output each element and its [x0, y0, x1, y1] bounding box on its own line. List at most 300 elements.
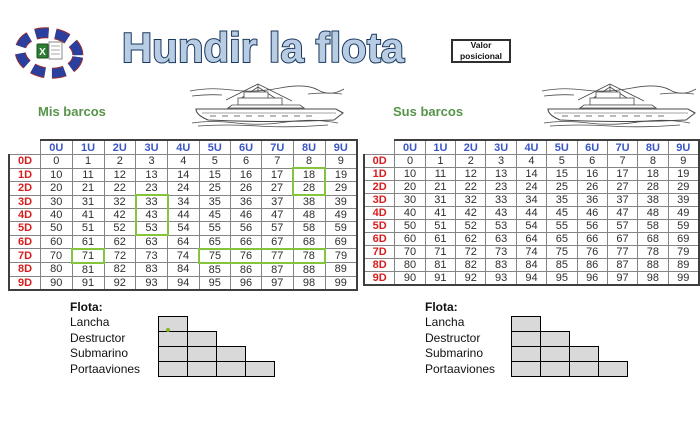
row-header-1D: 1D	[9, 168, 41, 182]
grid-cell-sus-28[interactable]: 28	[638, 181, 668, 194]
grid-cell-sus-67[interactable]: 67	[607, 233, 637, 246]
fleet-size-cell	[245, 361, 275, 377]
grid-cell-sus-19[interactable]: 19	[668, 168, 699, 181]
grid-cell-sus-39[interactable]: 39	[668, 194, 699, 207]
grid-cell-sus-70[interactable]: 70	[395, 246, 425, 259]
fleet-size-cell	[216, 346, 246, 362]
grid-cell-mis-96[interactable]: 96	[231, 276, 262, 290]
row-header-0D: 0D	[9, 155, 41, 169]
grid-cell-mis-21[interactable]: 21	[72, 182, 104, 196]
fleet-ship-name-destructor: Destructor	[425, 330, 481, 345]
grid-cell-mis-12[interactable]: 12	[104, 168, 136, 182]
grid-cell-sus-72[interactable]: 72	[456, 246, 486, 259]
fleet-size-cell	[158, 331, 188, 347]
grid-cell-sus-26[interactable]: 26	[577, 181, 607, 194]
col-header-4U: 4U	[516, 140, 546, 155]
grid-cell-sus-62[interactable]: 62	[456, 233, 486, 246]
grid-cell-sus-47[interactable]: 47	[607, 207, 637, 220]
grid-cell-mis-18[interactable]: 18	[293, 168, 325, 182]
row-header-6D: 6D	[364, 233, 395, 246]
grid-cell-mis-52[interactable]: 52	[104, 222, 136, 236]
grid-cell-mis-47[interactable]: 47	[262, 209, 294, 222]
sus-board-table	[363, 139, 700, 286]
grid-cell-sus-98[interactable]: 98	[638, 272, 668, 286]
grid-cell-mis-72[interactable]: 72	[104, 249, 136, 263]
grid-cell-sus-12[interactable]: 12	[456, 168, 486, 181]
warship-sketch-right	[540, 82, 698, 128]
fleet-size-cell	[540, 346, 570, 362]
grid-cell-mis-84[interactable]: 84	[168, 263, 200, 277]
fleet-legend-labels-left	[70, 300, 140, 377]
grid-cell-sus-77[interactable]: 77	[607, 246, 637, 259]
grid-cell-mis-85[interactable]: 85	[199, 263, 231, 277]
fleet-size-cell	[511, 361, 541, 377]
grid-cell-sus-55[interactable]: 55	[547, 220, 577, 233]
grid-cell-mis-67[interactable]: 67	[262, 235, 294, 249]
sus-barcos-board	[363, 139, 700, 286]
grid-cell-sus-5[interactable]: 5	[547, 155, 577, 168]
grid-cell-mis-61[interactable]: 61	[72, 235, 104, 249]
fleet-legend-cells-left	[158, 317, 274, 377]
grid-cell-sus-53[interactable]: 53	[486, 220, 516, 233]
fleet-size-row-portaaviones	[511, 361, 627, 377]
fleet-size-cell	[187, 346, 217, 362]
grid-cell-mis-64[interactable]: 64	[168, 235, 200, 249]
row-header-4D: 4D	[9, 209, 41, 222]
grid-cell-mis-83[interactable]: 83	[136, 263, 168, 277]
col-header-0U: 0U	[395, 140, 425, 155]
grid-cell-mis-40[interactable]: 40	[41, 209, 73, 222]
grid-cell-sus-46[interactable]: 46	[577, 207, 607, 220]
grid-cell-sus-17[interactable]: 17	[607, 168, 637, 181]
grid-cell-mis-89[interactable]: 89	[325, 263, 357, 277]
grid-cell-sus-79[interactable]: 79	[668, 246, 699, 259]
grid-cell-mis-2[interactable]: 2	[104, 155, 136, 169]
fleet-size-cell	[511, 316, 541, 332]
grid-cell-mis-63[interactable]: 63	[136, 235, 168, 249]
corner-cell	[364, 140, 395, 155]
fleet-legend-cells-right	[511, 317, 627, 377]
grid-cell-mis-78[interactable]: 78	[293, 249, 325, 263]
grid-cell-mis-17[interactable]: 17	[262, 168, 294, 182]
grid-cell-sus-71[interactable]: 71	[425, 246, 455, 259]
grid-cell-sus-24[interactable]: 24	[516, 181, 546, 194]
grid-cell-mis-93[interactable]: 93	[136, 276, 168, 290]
grid-cell-mis-4[interactable]: 4	[168, 155, 200, 169]
grid-cell-mis-87[interactable]: 87	[262, 263, 294, 277]
grid-cell-mis-14[interactable]: 14	[168, 168, 200, 182]
grid-cell-sus-97[interactable]: 97	[607, 272, 637, 286]
col-header-5U: 5U	[547, 140, 577, 155]
grid-cell-mis-99[interactable]: 99	[325, 276, 357, 290]
grid-cell-mis-59[interactable]: 59	[325, 222, 357, 236]
grid-cell-mis-5[interactable]: 5	[199, 155, 231, 169]
grid-cell-sus-66[interactable]: 66	[577, 233, 607, 246]
grid-cell-sus-42[interactable]: 42	[456, 207, 486, 220]
grid-cell-mis-42[interactable]: 42	[104, 209, 136, 222]
grid-cell-mis-68[interactable]: 68	[293, 235, 325, 249]
col-header-0U: 0U	[41, 140, 73, 155]
grid-cell-mis-38[interactable]: 38	[293, 195, 325, 209]
grid-cell-sus-93[interactable]: 93	[486, 272, 516, 286]
grid-cell-sus-65[interactable]: 65	[547, 233, 577, 246]
grid-cell-sus-69[interactable]: 69	[668, 233, 699, 246]
grid-cell-sus-54[interactable]: 54	[516, 220, 546, 233]
grid-cell-sus-9[interactable]: 9	[668, 155, 699, 168]
grid-cell-sus-49[interactable]: 49	[668, 207, 699, 220]
grid-cell-sus-85[interactable]: 85	[547, 259, 577, 272]
fleet-size-row-submarino	[511, 346, 627, 362]
grid-cell-sus-43[interactable]: 43	[486, 207, 516, 220]
grid-cell-mis-53[interactable]: 53	[136, 222, 168, 236]
grid-cell-sus-27[interactable]: 27	[607, 181, 637, 194]
page-title	[108, 18, 418, 76]
mis-barcos-board	[8, 139, 358, 291]
corner-cell	[9, 140, 41, 155]
grid-cell-mis-43[interactable]: 43	[136, 209, 168, 222]
title-text: Hundir la flota	[121, 24, 405, 71]
grid-cell-sus-30[interactable]: 30	[395, 194, 425, 207]
fleet-size-row-lancha	[511, 316, 627, 332]
fleet-size-cell	[158, 361, 188, 377]
grid-cell-mis-15[interactable]: 15	[199, 168, 231, 182]
warship-sketch-left	[188, 82, 346, 128]
grid-cell-mis-34[interactable]: 34	[168, 195, 200, 209]
col-header-6U: 6U	[231, 140, 262, 155]
grid-cell-mis-56[interactable]: 56	[231, 222, 262, 236]
grid-cell-mis-94[interactable]: 94	[168, 276, 200, 290]
grid-cell-sus-14[interactable]: 14	[516, 168, 546, 181]
fleet-size-cell	[511, 331, 541, 347]
grid-cell-mis-65[interactable]: 65	[199, 235, 231, 249]
col-header-9U: 9U	[668, 140, 699, 155]
grid-cell-sus-3[interactable]: 3	[486, 155, 516, 168]
grid-cell-mis-49[interactable]: 49	[325, 209, 357, 222]
fleet-ship-name-submarino: Submarino	[425, 346, 484, 361]
fleet-ship-name-portaaviones: Portaaviones	[70, 361, 141, 376]
grid-cell-sus-15[interactable]: 15	[547, 168, 577, 181]
grid-cell-sus-63[interactable]: 63	[486, 233, 516, 246]
grid-cell-mis-82[interactable]: 82	[104, 263, 136, 277]
grid-cell-sus-84[interactable]: 84	[516, 259, 546, 272]
grid-cell-sus-95[interactable]: 95	[547, 272, 577, 286]
fleet-size-row-destructor	[158, 331, 274, 347]
grid-cell-mis-60[interactable]: 60	[41, 235, 73, 249]
valor-posicional-label: Valor posicional	[459, 40, 503, 61]
fleet-size-cell	[158, 346, 188, 362]
col-header-3U: 3U	[486, 140, 516, 155]
grid-cell-sus-44[interactable]: 44	[516, 207, 546, 220]
grid-cell-mis-62[interactable]: 62	[104, 235, 136, 249]
grid-cell-sus-75[interactable]: 75	[547, 246, 577, 259]
lancha-marker-dot	[166, 328, 170, 332]
grid-cell-sus-51[interactable]: 51	[425, 220, 455, 233]
grid-cell-sus-68[interactable]: 68	[638, 233, 668, 246]
grid-cell-sus-31[interactable]: 31	[425, 194, 455, 207]
row-header-0D: 0D	[364, 155, 395, 168]
row-header-4D: 4D	[364, 207, 395, 220]
row-header-8D: 8D	[364, 259, 395, 272]
fleet-size-cell	[598, 361, 628, 377]
grid-cell-mis-27[interactable]: 27	[262, 182, 294, 196]
grid-cell-mis-74[interactable]: 74	[168, 249, 200, 263]
grid-cell-sus-16[interactable]: 16	[577, 168, 607, 181]
grid-cell-sus-83[interactable]: 83	[486, 259, 516, 272]
grid-cell-sus-90[interactable]: 90	[395, 272, 425, 286]
fleet-ship-name-lancha: Lancha	[425, 315, 465, 330]
grid-cell-sus-7[interactable]: 7	[607, 155, 637, 168]
grid-cell-sus-37[interactable]: 37	[607, 194, 637, 207]
grid-cell-mis-10[interactable]: 10	[41, 168, 73, 182]
grid-cell-mis-92[interactable]: 92	[104, 276, 136, 290]
grid-cell-mis-69[interactable]: 69	[325, 235, 357, 249]
grid-cell-mis-13[interactable]: 13	[136, 168, 168, 182]
grid-cell-mis-97[interactable]: 97	[262, 276, 294, 290]
grid-cell-sus-4[interactable]: 4	[516, 155, 546, 168]
fleet-size-cell	[540, 331, 570, 347]
fleet-ship-name-destructor: Destructor	[70, 330, 126, 345]
grid-cell-mis-33[interactable]: 33	[136, 195, 168, 209]
grid-cell-sus-6[interactable]: 6	[577, 155, 607, 168]
grid-cell-mis-20[interactable]: 20	[41, 182, 73, 196]
col-header-1U: 1U	[425, 140, 455, 155]
grid-cell-sus-34[interactable]: 34	[516, 194, 546, 207]
grid-cell-mis-70[interactable]: 70	[41, 249, 73, 263]
grid-cell-mis-79[interactable]: 79	[325, 249, 357, 263]
grid-cell-mis-41[interactable]: 41	[72, 209, 104, 222]
grid-cell-sus-74[interactable]: 74	[516, 246, 546, 259]
grid-cell-sus-64[interactable]: 64	[516, 233, 546, 246]
grid-cell-sus-13[interactable]: 13	[486, 168, 516, 181]
fleet-ship-name-portaaviones: Portaaviones	[425, 361, 496, 376]
grid-cell-sus-48[interactable]: 48	[638, 207, 668, 220]
grid-cell-mis-30[interactable]: 30	[41, 195, 73, 209]
grid-cell-mis-73[interactable]: 73	[136, 249, 168, 263]
grid-cell-sus-10[interactable]: 10	[395, 168, 425, 181]
grid-cell-sus-73[interactable]: 73	[486, 246, 516, 259]
row-header-3D: 3D	[364, 194, 395, 207]
grid-cell-mis-71[interactable]: 71	[72, 249, 104, 263]
col-header-2U: 2U	[104, 140, 136, 155]
grid-cell-mis-98[interactable]: 98	[293, 276, 325, 290]
grid-cell-mis-6[interactable]: 6	[231, 155, 262, 169]
grid-cell-mis-90[interactable]: 90	[41, 276, 73, 290]
grid-cell-mis-26[interactable]: 26	[231, 182, 262, 196]
row-header-1D: 1D	[364, 168, 395, 181]
row-header-6D: 6D	[9, 235, 41, 249]
fleet-size-row-destructor	[511, 331, 627, 347]
grid-cell-sus-20[interactable]: 20	[395, 181, 425, 194]
grid-cell-sus-33[interactable]: 33	[486, 194, 516, 207]
fleet-size-cell	[569, 346, 599, 362]
grid-cell-sus-81[interactable]: 81	[425, 259, 455, 272]
row-header-8D: 8D	[9, 263, 41, 277]
grid-cell-mis-37[interactable]: 37	[262, 195, 294, 209]
grid-cell-mis-3[interactable]: 3	[136, 155, 168, 169]
fleet-size-cell	[158, 316, 188, 332]
grid-cell-mis-51[interactable]: 51	[72, 222, 104, 236]
grid-cell-sus-99[interactable]: 99	[668, 272, 699, 286]
col-header-4U: 4U	[168, 140, 200, 155]
grid-cell-mis-23[interactable]: 23	[136, 182, 168, 196]
grid-cell-sus-8[interactable]: 8	[638, 155, 668, 168]
grid-cell-mis-7[interactable]: 7	[262, 155, 294, 169]
col-header-9U: 9U	[325, 140, 357, 155]
grid-cell-mis-29[interactable]: 29	[325, 182, 357, 196]
col-header-8U: 8U	[638, 140, 668, 155]
col-header-3U: 3U	[136, 140, 168, 155]
grid-cell-sus-88[interactable]: 88	[638, 259, 668, 272]
grid-cell-mis-54[interactable]: 54	[168, 222, 200, 236]
grid-cell-mis-95[interactable]: 95	[199, 276, 231, 290]
grid-cell-mis-25[interactable]: 25	[199, 182, 231, 196]
fleet-size-cell	[187, 361, 217, 377]
grid-cell-mis-75[interactable]: 75	[199, 249, 231, 263]
grid-cell-mis-24[interactable]: 24	[168, 182, 200, 196]
grid-cell-mis-50[interactable]: 50	[41, 222, 73, 236]
sus-barcos-label: Sus barcos	[393, 104, 464, 119]
grid-cell-sus-82[interactable]: 82	[456, 259, 486, 272]
fleet-size-row-lancha	[158, 316, 274, 332]
grid-cell-mis-0[interactable]: 0	[41, 155, 73, 169]
fleet-title: Flota:	[70, 300, 103, 314]
excel-circle-logo	[13, 27, 85, 79]
row-header-7D: 7D	[364, 246, 395, 259]
grid-cell-mis-22[interactable]: 22	[104, 182, 136, 196]
fleet-size-cell	[569, 361, 599, 377]
grid-cell-sus-94[interactable]: 94	[516, 272, 546, 286]
row-header-9D: 9D	[9, 276, 41, 290]
grid-cell-mis-86[interactable]: 86	[231, 263, 262, 277]
row-header-5D: 5D	[9, 222, 41, 236]
grid-cell-mis-57[interactable]: 57	[262, 222, 294, 236]
fleet-title: Flota:	[425, 300, 458, 314]
grid-cell-mis-91[interactable]: 91	[72, 276, 104, 290]
grid-cell-mis-77[interactable]: 77	[262, 249, 294, 263]
fleet-ship-name-submarino: Submarino	[70, 346, 129, 361]
grid-cell-sus-32[interactable]: 32	[456, 194, 486, 207]
grid-cell-mis-80[interactable]: 80	[41, 263, 73, 277]
grid-cell-sus-23[interactable]: 23	[486, 181, 516, 194]
grid-cell-mis-76[interactable]: 76	[231, 249, 262, 263]
grid-cell-mis-31[interactable]: 31	[72, 195, 104, 209]
grid-cell-sus-76[interactable]: 76	[577, 246, 607, 259]
row-header-3D: 3D	[9, 195, 41, 209]
fleet-ship-name-lancha: Lancha	[70, 315, 110, 330]
grid-cell-mis-44[interactable]: 44	[168, 209, 200, 222]
mis-board-table	[8, 139, 358, 291]
grid-cell-sus-50[interactable]: 50	[395, 220, 425, 233]
grid-cell-mis-8[interactable]: 8	[293, 155, 325, 169]
grid-cell-mis-9[interactable]: 9	[325, 155, 357, 169]
grid-cell-sus-96[interactable]: 96	[577, 272, 607, 286]
grid-cell-mis-55[interactable]: 55	[199, 222, 231, 236]
grid-cell-sus-87[interactable]: 87	[607, 259, 637, 272]
grid-cell-sus-61[interactable]: 61	[425, 233, 455, 246]
grid-cell-sus-89[interactable]: 89	[668, 259, 699, 272]
grid-cell-sus-58[interactable]: 58	[638, 220, 668, 233]
grid-cell-mis-16[interactable]: 16	[231, 168, 262, 182]
grid-cell-sus-59[interactable]: 59	[668, 220, 699, 233]
grid-cell-mis-88[interactable]: 88	[293, 263, 325, 277]
grid-cell-sus-78[interactable]: 78	[638, 246, 668, 259]
grid-cell-sus-57[interactable]: 57	[607, 220, 637, 233]
grid-cell-sus-2[interactable]: 2	[456, 155, 486, 168]
valor-posicional-button[interactable]	[451, 39, 511, 63]
col-header-6U: 6U	[577, 140, 607, 155]
grid-cell-mis-45[interactable]: 45	[199, 209, 231, 222]
grid-cell-sus-56[interactable]: 56	[577, 220, 607, 233]
svg-text:X: X	[39, 47, 46, 58]
grid-cell-mis-46[interactable]: 46	[231, 209, 262, 222]
grid-cell-sus-41[interactable]: 41	[425, 207, 455, 220]
fleet-legend-labels-right	[425, 300, 495, 377]
grid-cell-sus-0[interactable]: 0	[395, 155, 425, 168]
grid-cell-sus-35[interactable]: 35	[547, 194, 577, 207]
grid-cell-sus-45[interactable]: 45	[547, 207, 577, 220]
fleet-size-cell	[511, 346, 541, 362]
row-header-2D: 2D	[9, 182, 41, 196]
grid-cell-sus-60[interactable]: 60	[395, 233, 425, 246]
grid-cell-mis-66[interactable]: 66	[231, 235, 262, 249]
grid-cell-mis-28[interactable]: 28	[293, 182, 325, 196]
fleet-size-cell	[216, 361, 246, 377]
grid-cell-sus-52[interactable]: 52	[456, 220, 486, 233]
grid-cell-mis-32[interactable]: 32	[104, 195, 136, 209]
grid-cell-sus-25[interactable]: 25	[547, 181, 577, 194]
grid-cell-sus-92[interactable]: 92	[456, 272, 486, 286]
grid-cell-mis-35[interactable]: 35	[199, 195, 231, 209]
grid-cell-sus-1[interactable]: 1	[425, 155, 455, 168]
col-header-2U: 2U	[456, 140, 486, 155]
grid-cell-sus-38[interactable]: 38	[638, 194, 668, 207]
grid-cell-sus-21[interactable]: 21	[425, 181, 455, 194]
grid-cell-mis-81[interactable]: 81	[72, 263, 104, 277]
row-header-5D: 5D	[364, 220, 395, 233]
col-header-8U: 8U	[293, 140, 325, 155]
fleet-size-row-portaaviones	[158, 361, 274, 377]
grid-cell-mis-39[interactable]: 39	[325, 195, 357, 209]
fleet-size-cell	[187, 331, 217, 347]
grid-cell-mis-58[interactable]: 58	[293, 222, 325, 236]
col-header-7U: 7U	[262, 140, 294, 155]
row-header-9D: 9D	[364, 272, 395, 286]
col-header-1U: 1U	[72, 140, 104, 155]
col-header-5U: 5U	[199, 140, 231, 155]
row-header-7D: 7D	[9, 249, 41, 263]
grid-cell-sus-40[interactable]: 40	[395, 207, 425, 220]
row-header-2D: 2D	[364, 181, 395, 194]
grid-cell-sus-29[interactable]: 29	[668, 181, 699, 194]
grid-cell-mis-36[interactable]: 36	[231, 195, 262, 209]
grid-cell-sus-11[interactable]: 11	[425, 168, 455, 181]
grid-cell-sus-36[interactable]: 36	[577, 194, 607, 207]
grid-cell-mis-11[interactable]: 11	[72, 168, 104, 182]
grid-cell-mis-19[interactable]: 19	[325, 168, 357, 182]
grid-cell-mis-48[interactable]: 48	[293, 209, 325, 222]
logo-graphic	[13, 27, 85, 79]
fleet-size-cell	[540, 361, 570, 377]
grid-cell-sus-80[interactable]: 80	[395, 259, 425, 272]
grid-cell-sus-91[interactable]: 91	[425, 272, 455, 286]
col-header-7U: 7U	[607, 140, 637, 155]
grid-cell-sus-22[interactable]: 22	[456, 181, 486, 194]
fleet-size-row-submarino	[158, 346, 274, 362]
mis-barcos-label: Mis barcos	[38, 104, 106, 119]
grid-cell-mis-1[interactable]: 1	[72, 155, 104, 169]
grid-cell-sus-86[interactable]: 86	[577, 259, 607, 272]
grid-cell-sus-18[interactable]: 18	[638, 168, 668, 181]
